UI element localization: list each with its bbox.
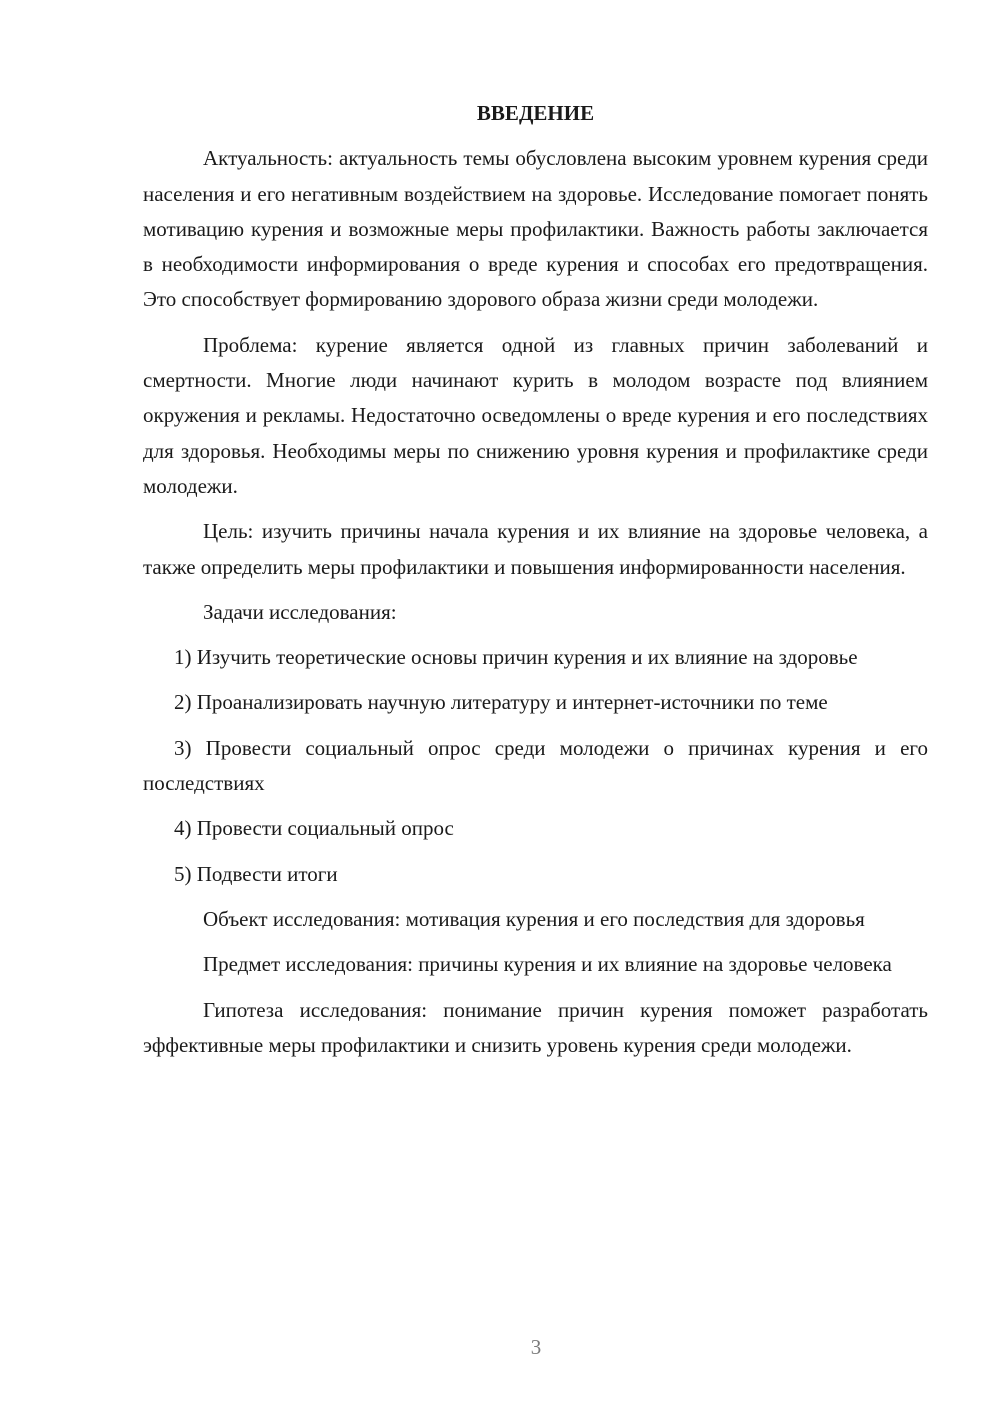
task-item-4: 4) Провести социальный опрос [174, 816, 454, 841]
task-item-2: 2) Проанализировать научную литературу и интернет-источники по теме [174, 690, 828, 715]
page-number: 3 [530, 1335, 542, 1359]
page-title: ВВЕДЕНИЕ [476, 101, 595, 125]
subject-paragraph: Предмет исследования: причины курения и их влияние на здоровье человека [203, 952, 892, 977]
goal-paragraph: Цель: изучить причины начала курения и их влияние на здоровье человека, а также определить меры профилактики и повышения информированности населения. [143, 519, 928, 579]
task-item-5: 5) Подвести итоги [174, 861, 338, 886]
object-paragraph: Объект исследования: мотивация курения и его последствия для здоровья [203, 906, 865, 931]
relevance-paragraph: Актуальность: актуальность темы обусловлена высоким уровнем курения среди населения и его негативным воздействием на здоровье. Исследование помогает понять мотивацию курения и возможные меры профилактики. Важность работы заключается в необходимости информирования о вреде курения и способах его предотвращения. Это способствует формированию здорового образа жизни среди молодежи. [143, 146, 928, 312]
problem-paragraph: Проблема: курение является одной из главных причин заболеваний и смертности. Многие люди начинают курить в молодом возрасте под влиянием окружения и рекламы. Недостаточно осведомлены о вреде курения и его последствиях для здоровья. Необходимы меры по снижению уровня курения и профилактике среди молодежи. [143, 332, 928, 498]
document-page [143, 96, 928, 1073]
task-item-1: 1) Изучить теоретические основы причин курения и их влияние на здоровье [174, 645, 858, 670]
task-item-3: 3) Провести социальный опрос среди молодежи о причинах курения и его последствиях [143, 735, 928, 796]
tasks-heading: Задачи исследования: [203, 599, 397, 624]
hypothesis-paragraph: Гипотеза исследования: понимание причин курения поможет разработать эффективные меры профилактики и снизить уровень курения среди молодежи. [143, 997, 928, 1057]
